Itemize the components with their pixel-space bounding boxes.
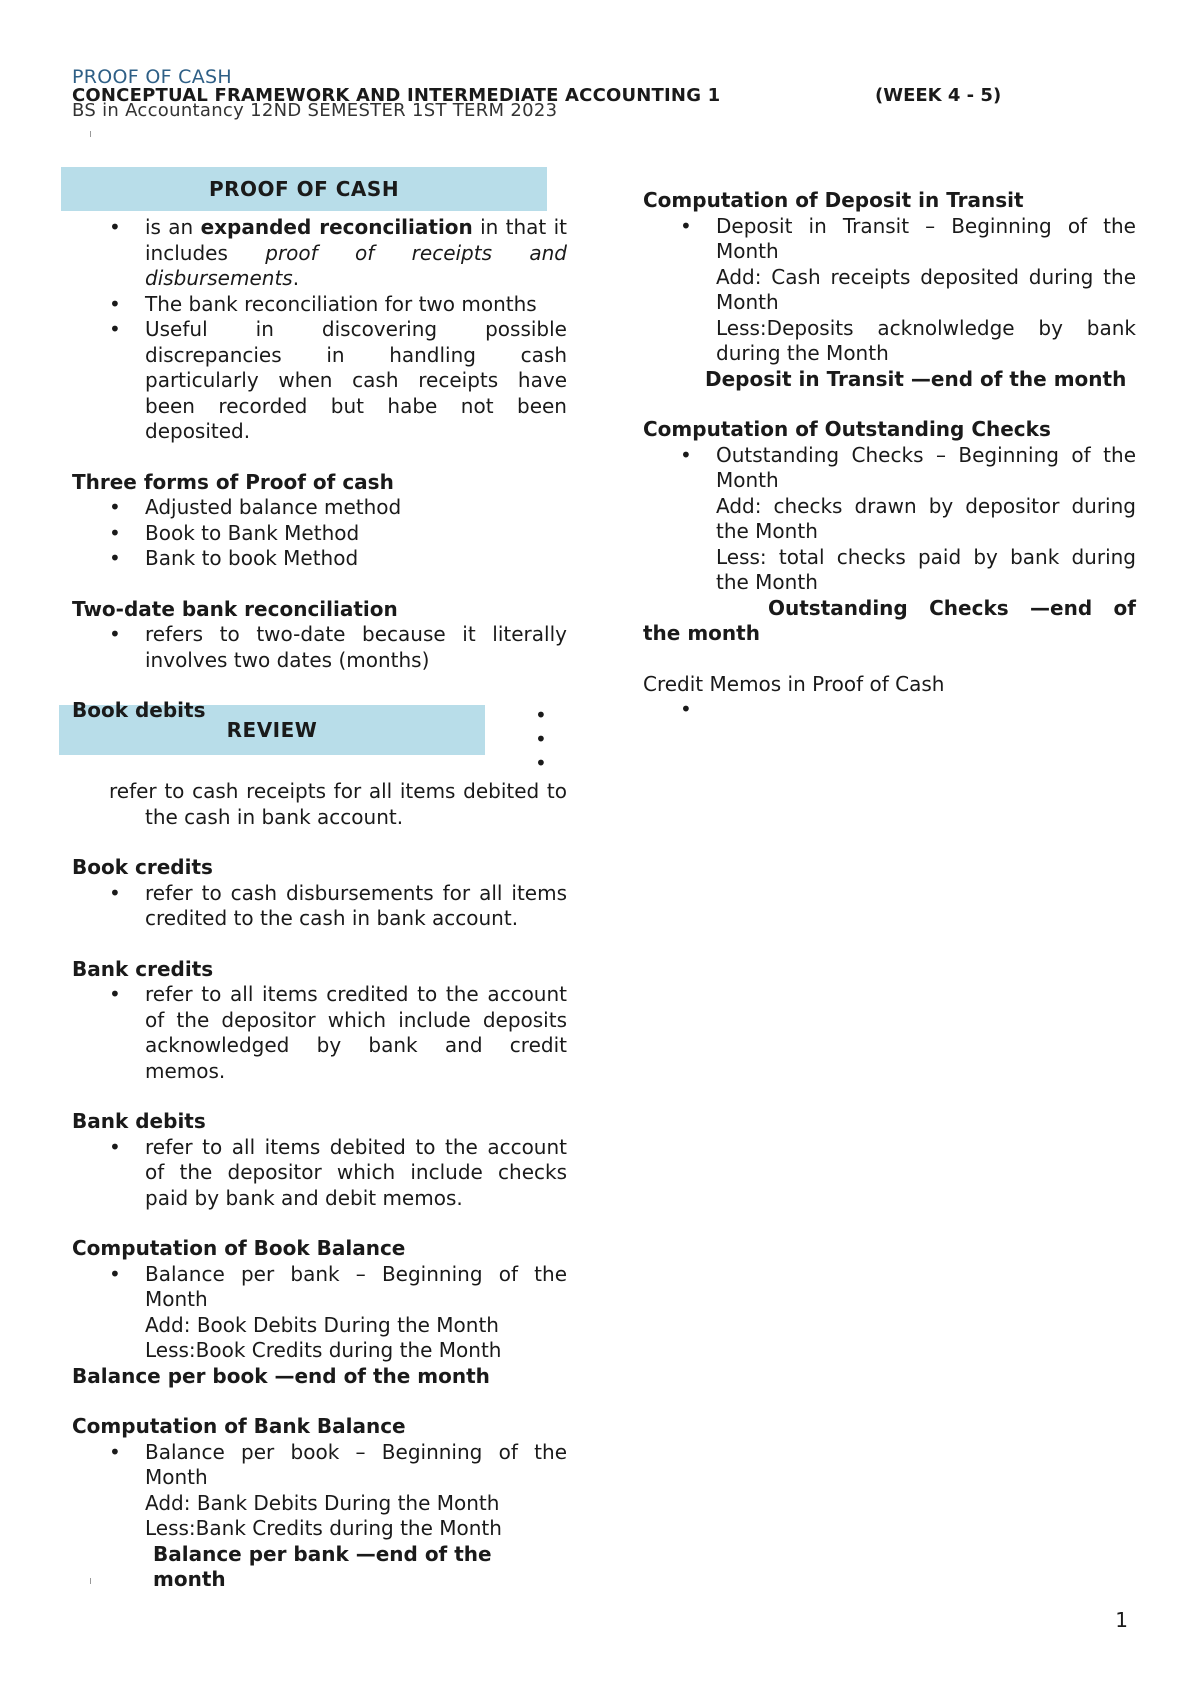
stray-bullets: • • • [535,703,547,775]
week-label: (WEEK 4 - 5) [875,85,1002,106]
section-heading: Bank debits [72,1109,206,1133]
course-title: CONCEPTUAL FRAMEWORK AND INTERMEDIATE ACCOUNTING 1 [72,85,721,106]
list-item: • Book to Bank Method [145,521,567,547]
section-heading: Bank credits [72,956,214,981]
book-debits-text: refer to cash receipts for all items debited to the cash in bank account. [109,779,567,829]
section-heading: Book credits [72,855,213,879]
doc-title: PROOF OF CASH [72,66,232,88]
list-item: • is an expanded reconciliation in that it includes proof of receipts and disbursements. [145,215,567,292]
review-banner: REVIEW [59,705,485,755]
computation-result: Outstanding Checks —end of the month [643,595,1136,645]
list-item: • Adjusted balance method [145,495,567,521]
section-heading: Computation of Outstanding Checks [643,417,1051,441]
computation-result: Deposit in Transit —end of the month [705,366,1127,391]
section-heading: Computation of Book Balance [72,1236,406,1260]
intro-list [72,215,567,445]
section-heading: Three forms of Proof of cash [72,469,394,494]
list-item: • Useful in discovering possible discrepancies in handling cash particularly when cash receipts have been recorded but habe not been deposited. [145,317,567,445]
list-item: • refer to all items debited to the account of the depositor which include checks paid by bank and debit memos. [145,1135,567,1212]
page-number: 1 [1115,1608,1128,1632]
section-heading: Computation of Bank Balance [72,1414,406,1438]
right-column [643,188,1136,723]
list-item: • Outstanding Checks – Beginning of the Month Add: checks drawn by depositor during the Month Less: total checks paid by bank during the Month [716,443,1136,596]
left-column [72,215,567,724]
proof-of-cash-banner: PROOF OF CASH [61,167,547,211]
left-column-continued [72,779,567,1593]
list-item: • Deposit in Transit – Beginning of the Month Add: Cash receipts deposited during the Month Less:Deposits acknolwledge by bank during the Month [716,214,1136,367]
computation-result: Balance per bank —end of the month [153,1541,492,1591]
list-item: • Bank to book Method [145,546,567,572]
computation-result: Balance per book —end of the month [72,1363,490,1388]
forms-list [72,495,567,572]
margin-mark [90,131,91,137]
program-subtitle: BS in Accountancy 12ND SEMESTER 1ST TERM 2023 [72,100,558,121]
section-heading: Credit Memos in Proof of Cash [643,671,945,696]
list-item: • refer to all items credited to the account of the depositor which include deposits acknowledged by bank and credit memos. [145,982,567,1084]
list-item: • Balance per book – Beginning of the Month Add: Bank Debits During the Month Less:Bank Credits during the Month [145,1440,567,1542]
section-heading: Book debits [72,698,206,722]
list-item: • refer to cash disbursements for all items credited to the cash in bank account. [145,881,567,932]
list-item: • The bank reconciliation for two months [145,292,567,318]
section-heading: Two-date bank reconciliation [72,596,398,621]
list-item [716,697,1136,723]
section-heading: Computation of Deposit in Transit [643,188,1024,212]
list-item: • Balance per bank – Beginning of the Month Add: Book Debits During the Month Less:Book Credits during the Month [145,1262,567,1364]
list-item: • refers to two-date because it literally involves two dates (months) [145,622,567,673]
margin-mark [90,1578,91,1584]
